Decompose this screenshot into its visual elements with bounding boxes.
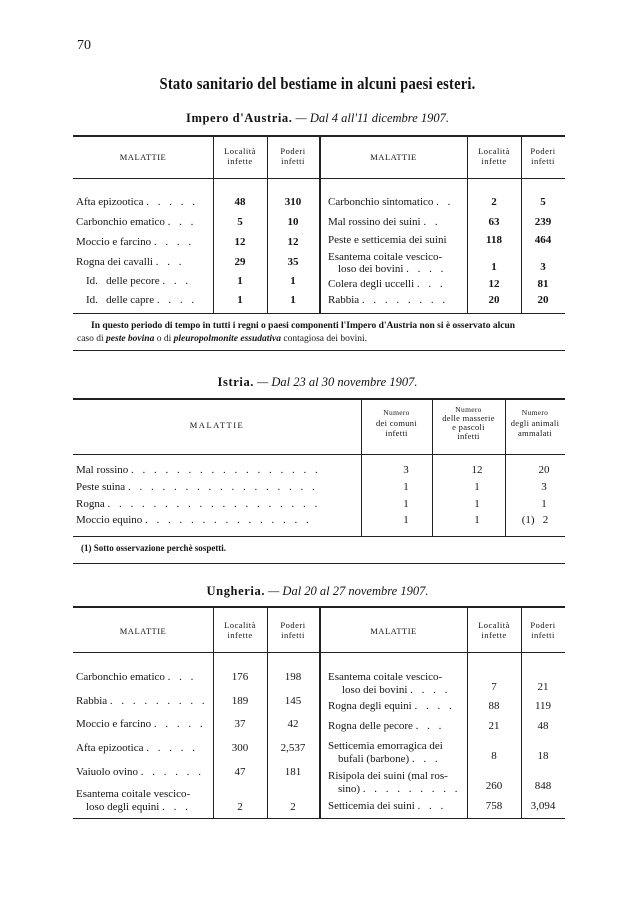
table-row-label [76,481,318,494]
table-row-label [76,514,312,527]
austria-header-localita-right [467,146,521,166]
header-label: infetti [281,630,305,640]
leader-dots: . . . [415,720,445,732]
row-label: bufali (barbone) [338,753,410,765]
table-cell: 3 [540,261,546,273]
istria-heading [0,375,635,390]
ungheria-period: — Dal 20 al 27 novembre 1907. [268,584,429,598]
header-label: infette [481,630,507,640]
leader-dots: . . . . . [153,718,206,730]
table-row-label [76,766,204,779]
ungheria-center-divider [319,607,321,818]
table-cell: 2 [290,801,296,813]
table-row-label [328,700,455,713]
table-row-label [76,671,196,684]
ungheria-header-poderi-left [267,620,319,640]
table-row-label [338,753,441,766]
ungheria-header-poderi-right [521,620,565,640]
header-label: infetti [531,156,555,166]
leader-dots: . . . [167,216,197,228]
leader-dots: . . [423,216,441,228]
row-label: Setticemia dei suini [328,800,415,812]
page-number: 70 [77,38,91,53]
austria-header-poderi-right [521,146,565,166]
table-cell: 758 [485,800,503,812]
leader-dots: . . . . . [146,742,198,754]
row-label: Setticemia emorragica dei [328,740,443,752]
table-cell: 848 [534,780,552,792]
leader-dots: . . . . [153,236,195,248]
leader-dots: . . . . . . . . . . . . . . . . . [131,464,321,476]
istria-footnote: (1) Sotto osservazione perchè sospetti. [81,543,227,553]
row-label: Moccio e farcino [76,236,152,248]
table-row-label [338,783,461,796]
row-label: Vaiuolo ovino [76,766,139,778]
leader-dots: . . . [162,801,191,813]
leader-dots: . . . [411,753,441,765]
istria-period: — Dal 23 al 30 novembre 1907. [257,375,418,389]
header-label: Numero [383,408,410,417]
table-row-label [328,800,446,813]
istria-header-animali [505,408,565,438]
table-row-label [86,275,191,288]
istria-footnote-rule [73,563,565,564]
ungheria-header-malattie-left: MALATTIE [119,626,167,636]
row-label: Peste suina [76,481,126,493]
austria-name: Impero d'Austria. [186,111,293,125]
table-row-label [86,801,191,814]
header-label: ammalati [517,428,553,438]
row-label: Moccio equino [76,514,143,526]
leader-dots: . . . . . . . . . [362,783,461,795]
header-label: infetti [457,431,480,441]
table-cell: 5 [237,216,243,228]
table-cell: 20 [537,294,549,306]
table-cell: 21 [537,681,549,693]
table-cell: 145 [284,695,302,707]
header-label: e pascoli [452,422,485,432]
row-label: Rogna delle pecore [328,720,413,732]
row-label: loso dei bovini [342,684,408,696]
austria-header-malattie-left: MALATTIE [119,152,167,162]
table-cell: 12 [488,278,500,290]
row-label: Carbonchio ematico [76,671,165,683]
header-label: infette [227,156,253,166]
row-label: Moccio e farcino [76,718,152,730]
table-row-label [328,216,441,229]
table-cell: 1 [403,481,409,493]
table-cell: 1 [237,294,243,306]
page-title: Stato sanitario del bestiame in alcuni paesi esteri. [159,74,476,93]
table-cell: 21 [488,720,500,732]
istria-header-rule [73,454,565,455]
table-cell: 48 [234,196,246,208]
table-cell: 48 [537,720,549,732]
leader-dots: . . . [167,671,197,683]
table-cell: 37 [234,718,246,730]
table-cell: 47 [234,766,246,778]
table-cell: 1 [491,261,497,273]
row-label: Peste e setticemia dei suini [328,234,447,246]
table-cell: 310 [284,196,302,208]
header-label: Poderi [530,620,556,630]
table-cell: 176 [231,671,249,683]
header-label: Località [478,620,510,630]
row-label: loso dei bovini [338,263,404,275]
table-row-label [76,464,321,477]
header-label: infetti [531,630,555,640]
table-row-label [76,695,208,708]
header-label: infetti [281,156,305,166]
header-label: Numero [455,405,482,414]
table-row-label [328,234,447,247]
table-cell: 88 [488,700,500,712]
table-row-label [76,498,320,511]
table-row-label [342,684,450,697]
table-cell: 1 [474,514,480,526]
leader-dots: . . . . . . . . [361,294,449,306]
table-row-label [76,788,190,801]
row-label: Esantema coitale vescico- [76,788,191,800]
table-cell: 1 [474,498,480,510]
austria-note-rule [73,350,565,351]
table-cell: (1) 2 [521,514,549,526]
table-row-label [76,718,206,731]
table-cell: 260 [485,780,503,792]
leader-dots: . . . . [156,294,198,306]
leader-dots: . . . . [406,263,447,275]
table-row-label [76,216,196,229]
table-cell: 1 [474,481,480,493]
table-cell: 1 [290,275,296,287]
table-cell: 300 [231,742,249,754]
row-label: Rabbia [76,695,108,707]
istria-name: Istria. [217,375,255,389]
ungheria-bottom-rule [73,818,565,819]
table-cell: 1 [541,498,547,510]
austria-header-poderi-left [267,146,319,166]
ungheria-heading [0,584,635,599]
istria-header-malattie: MALATTIE [189,420,245,430]
leader-dots: . . . . . . . . . [109,695,208,707]
table-cell: 2,537 [280,742,306,754]
table-cell: 464 [534,234,552,246]
table-cell: 81 [537,278,549,290]
table-cell: 189 [231,695,249,707]
istria-top-rule [73,398,565,400]
leader-dots: . . . . [414,700,455,712]
leader-dots: . . . . . [146,196,198,208]
row-label: loso degli equini [86,801,160,813]
austria-period: — Dal 4 all'11 dicembre 1907. [295,111,449,125]
leader-dots: . . . [417,800,447,812]
table-cell: 5 [540,196,546,208]
table-cell: 1 [403,514,409,526]
row-label: sino) [338,783,360,795]
row-label: Afta epizootica [76,196,144,208]
table-row-label [86,294,197,307]
row-label: Esantema coitale vescico- [328,251,443,263]
row-label: Mal rossino [76,464,129,476]
leader-dots: . . . [162,275,192,287]
row-label: Risipola dei suini (mal ros- [328,770,448,782]
istria-header-masserie [432,405,505,441]
table-cell: 1 [403,498,409,510]
leader-dots: . . . [416,278,446,290]
leader-dots: . . . . . . . . . . . . . . . [145,514,312,526]
table-row-label [328,770,448,783]
table-cell: 3 [541,481,547,493]
table-row-label [76,256,184,269]
table-cell: 1 [290,294,296,306]
header-label: delle masserie [442,413,495,423]
table-cell: 2 [237,801,243,813]
istria-header-comuni [361,408,432,438]
row-label: Id. delle capre [86,294,155,306]
header-label: dei comuni [375,418,417,428]
table-cell: 29 [234,256,246,268]
header-label: Poderi [530,146,556,156]
note-text: peste bovina [106,334,155,344]
table-cell: 12 [287,236,299,248]
ungheria-name: Ungheria. [206,584,266,598]
table-cell: 118 [486,234,502,246]
table-row-label [328,294,448,307]
table-row-label [76,196,198,209]
table-cell: 12 [471,464,483,476]
istria-bottom-rule [73,536,565,537]
row-label: Afta epizootica [76,742,144,754]
note-text: o di [156,334,172,344]
table-row-label [76,236,194,249]
table-cell: 7 [491,681,497,693]
leader-dots: . . [436,196,454,208]
leader-dots: . . . . . . . . . . . . . . . . . . . [107,498,321,510]
header-label: degli animali [510,418,560,428]
ungheria-header-localita-left [213,620,267,640]
leader-dots: . . . . . . . . . . . . . . . . . [127,481,318,493]
austria-note-line2 [77,333,367,346]
austria-header-malattie-right: MALATTIE [370,152,417,162]
header-label: Località [224,620,256,630]
table-row-label [338,263,446,276]
row-label: Rabbia [328,294,360,306]
row-label: Rogna degli equini [328,700,412,712]
header-label: infette [481,156,507,166]
table-cell: 1 [237,275,243,287]
row-label: Carbonchio sintomatico [328,196,434,208]
austria-header-localita-left [213,146,267,166]
row-label: Rogna dei cavalli [76,256,153,268]
note-text: pleuropolmonite essudativa [173,334,282,344]
header-label: Località [224,146,256,156]
ungheria-header-malattie-right: MALATTIE [370,626,417,636]
table-cell: 3,094 [530,800,556,812]
header-label: Località [478,146,510,156]
table-row-label [76,742,198,755]
austria-note-line1: In questo periodo di tempo in tutti i regni o paesi componenti l'Impero d'Austria non si è osservato alcun [91,321,516,331]
table-cell: 20 [538,464,550,476]
row-label: Esantema coitale vescico- [328,671,443,683]
table-cell: 8 [491,750,497,762]
leader-dots: . . . . . . [140,766,205,778]
austria-heading [0,111,635,126]
header-label: infetti [385,428,408,438]
row-label: Colera degli uccelli [328,278,415,290]
header-label: Numero [521,408,549,417]
table-cell: 181 [284,766,302,778]
table-row-label [328,278,446,291]
leader-dots: . . . [155,256,185,268]
table-cell: 12 [234,236,246,248]
ungheria-header-localita-right [467,620,521,640]
table-cell: 119 [534,700,552,712]
table-cell: 2 [491,196,497,208]
table-cell: 3 [403,464,409,476]
table-row-label [328,671,442,684]
header-label: infette [227,630,253,640]
table-cell: 63 [488,216,500,228]
table-cell: 20 [488,294,500,306]
table-row-label [328,196,453,209]
row-label: Rogna [76,498,105,510]
note-text: contagiosa dei bovini. [283,334,368,344]
table-cell: 198 [284,671,302,683]
row-label: Carbonchio ematico [76,216,165,228]
table-cell: 18 [537,750,549,762]
table-cell: 239 [534,216,552,228]
row-label: Id. delle pecore [86,275,160,287]
austria-center-divider [319,136,321,313]
row-label: Mal rossino dei suini [328,216,421,228]
header-label: Poderi [280,146,306,156]
austria-bottom-rule [73,313,565,314]
header-label: Poderi [280,620,306,630]
table-cell: 10 [287,216,299,228]
table-cell: 35 [287,256,299,268]
note-text: caso di [77,334,104,344]
table-cell: 42 [287,718,299,730]
table-row-label [328,720,444,733]
table-row-label [328,740,443,753]
leader-dots: . . . . [410,684,451,696]
